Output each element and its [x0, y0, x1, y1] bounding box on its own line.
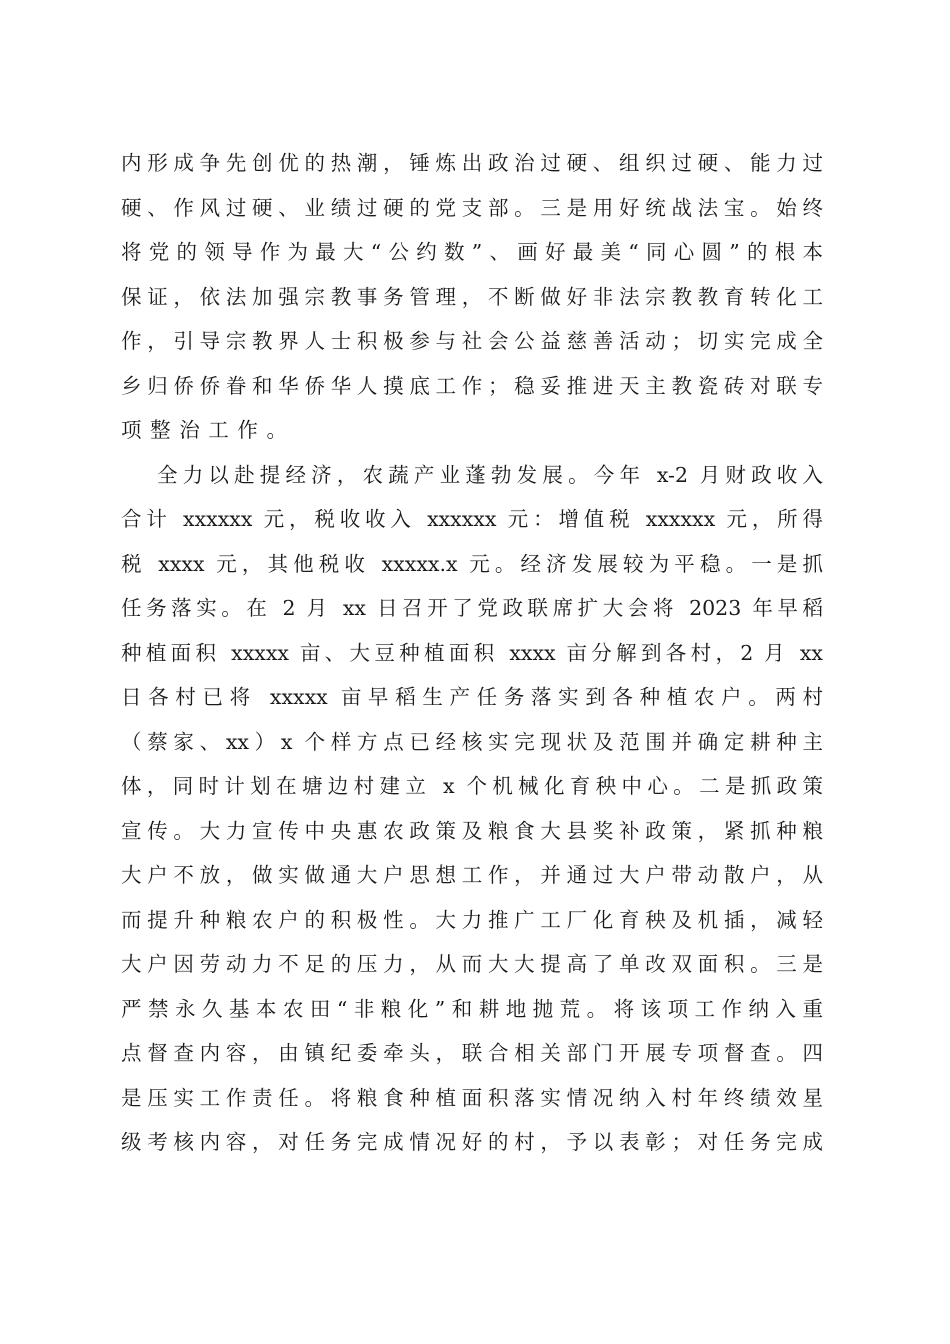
text-line: 项整治工作。 [121, 418, 296, 442]
text-line: 合计 xxxxxx 元，税收收入 xxxxxx 元：增值税 xxxxxx 元，所得 [121, 507, 823, 531]
text-line: 级考核内容，对任务完成情况好的村，予以表彰；对任务完成 [121, 1130, 823, 1154]
text-line: 全力以赴提经济，农蔬产业蓬勃发展。今年 x-2 月财政收入 [157, 462, 823, 487]
text-line: 种植面积 xxxxx 亩、大豆种植面积 xxxx 亩分解到各村，2 月 xx [121, 640, 823, 665]
paragraph-economy [121, 453, 823, 1165]
document-body [121, 141, 823, 1165]
text-line: 大户不放，做实做通大户思想工作，并通过大户带动散户，从 [121, 863, 823, 887]
text-line: 大户因劳动力不足的压力，从而大大提高了单改双面积。三是 [121, 952, 823, 976]
text-line: 税 xxxx 元，其他税收 xxxxx.x 元。经济发展较为平稳。一是抓 [121, 551, 823, 576]
text-line: 宣传。大力宣传中央惠农政策及粮食大县奖补政策，紧抓种粮 [121, 818, 823, 843]
text-line: （蔡家、xx）x 个样方点已经核实完现状及范围并确定耕种主 [121, 729, 823, 754]
text-line: 硬、作风过硬、业绩过硬的党支部。三是用好统战法宝。始终 [121, 195, 823, 220]
text-line: 点督查内容，由镇纪委牵头，联合相关部门开展专项督查。四 [121, 1041, 823, 1065]
text-line: 任务落实。在 2 月 xx 日召开了党政联席扩大会将 2023 年早稻 [121, 596, 823, 620]
text-line: 保证，依法加强宗教事务管理，不断做好非法宗教教育转化工 [121, 284, 823, 309]
text-line: 乡归侨侨眷和华侨华人摸底工作；稳妥推进天主教瓷砖对联专 [121, 373, 823, 398]
text-line: 严禁永久基本农田“非粮化”和耕地抛荒。将该项工作纳入重 [121, 996, 823, 1021]
paragraph-united-front [121, 141, 823, 453]
text-line: 日各村已将 xxxxx 亩早稻生产任务落实到各种植农户。两村 [121, 685, 823, 709]
text-line: 而提升种粮农户的积极性。大力推广工厂化育秧及机插，减轻 [121, 907, 823, 932]
text-line: 将党的领导作为最大“公约数”、画好最美“同心圆”的根本 [121, 240, 823, 264]
text-line: 内形成争先创优的热潮，锤炼出政治过硬、组织过硬、能力过 [121, 151, 823, 175]
text-line: 体，同时计划在塘边村建立 x 个机械化育秧中心。二是抓政策 [121, 774, 823, 798]
text-line: 是压实工作责任。将粮食种植面积落实情况纳入村年终绩效星 [121, 1085, 823, 1110]
text-line: 作，引导宗教界人士积极参与社会公益慈善活动；切实完成全 [121, 329, 823, 353]
